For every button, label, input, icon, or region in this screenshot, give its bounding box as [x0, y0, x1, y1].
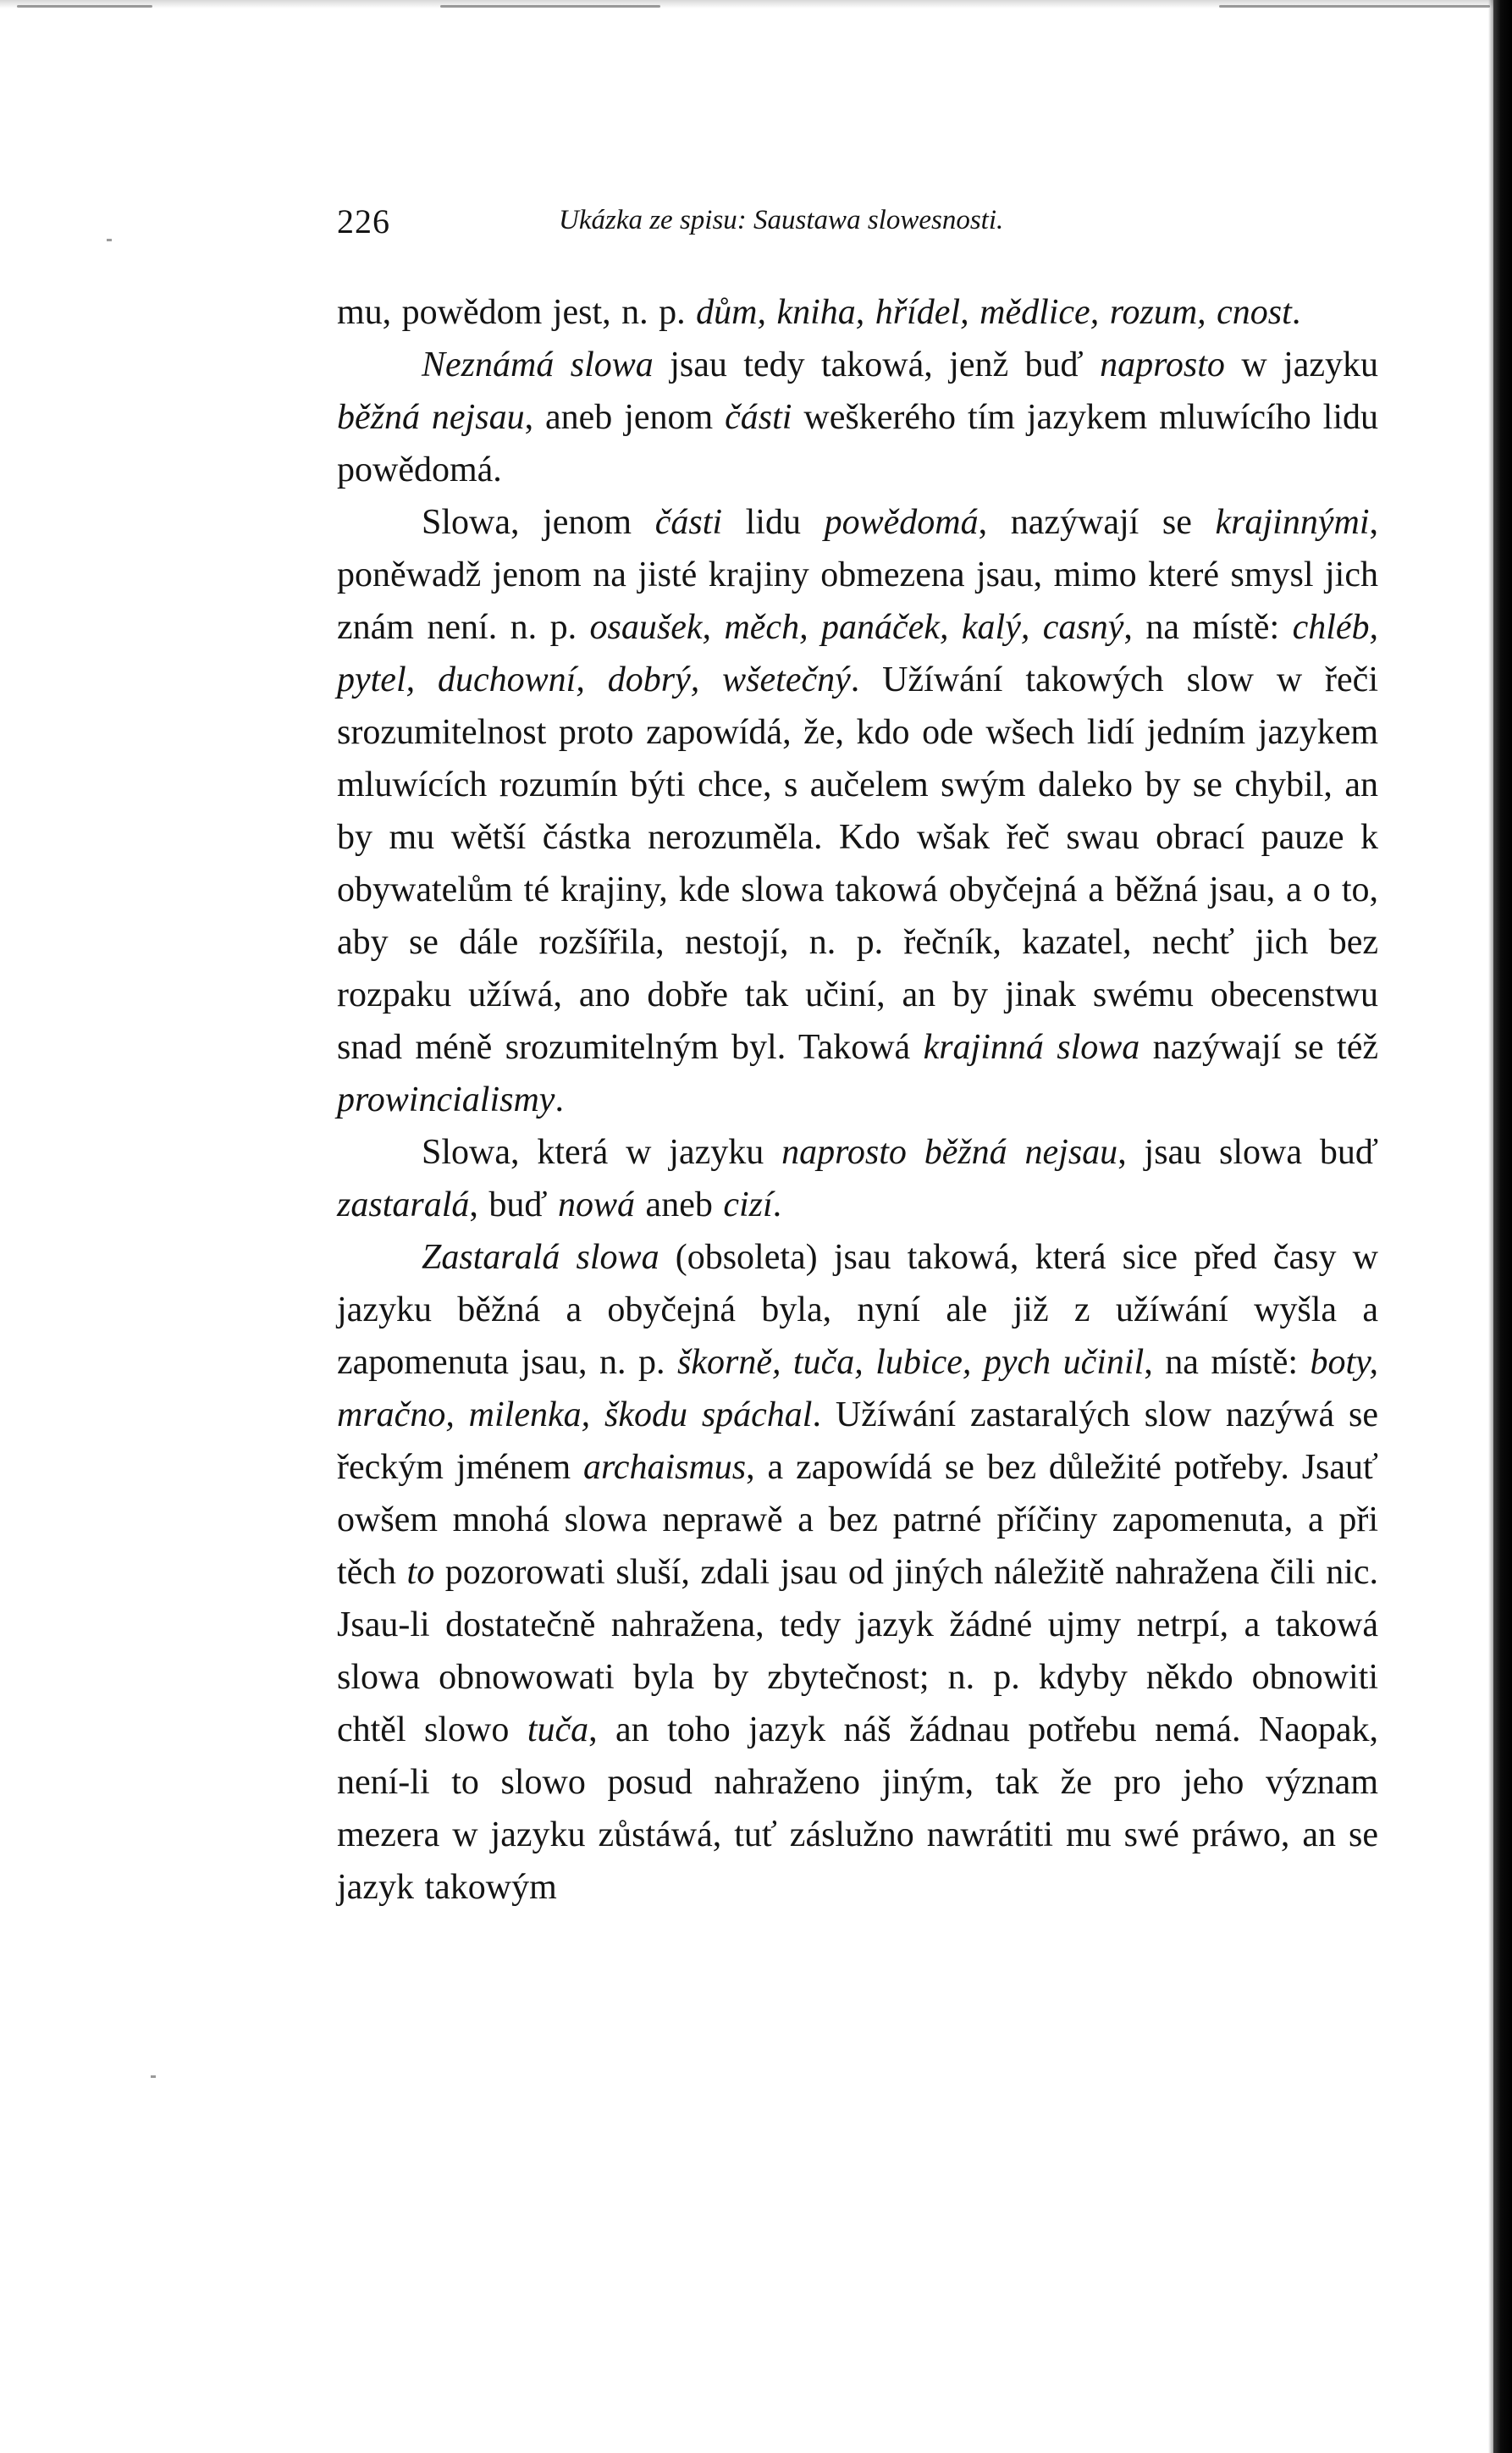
text-run: . — [555, 1080, 564, 1119]
text-run: Slowa, která w jazyku — [422, 1133, 782, 1172]
text-run: . — [772, 1185, 782, 1224]
text-run: mu, powědom jest, n. p. — [337, 293, 697, 332]
italic-term: naprosto — [1100, 345, 1225, 384]
italic-term: zastaralá — [337, 1185, 470, 1224]
text-run: , aneb jenom — [524, 398, 726, 437]
scan-smudge — [1219, 5, 1490, 8]
italic-term: archaismus — [583, 1448, 747, 1487]
italic-term: Neznámá slowa — [422, 345, 654, 384]
italic-term: Zastaralá slowa — [422, 1238, 659, 1277]
italic-term: cizí — [723, 1185, 773, 1224]
italic-term: části — [725, 398, 792, 437]
paragraph — [337, 339, 1378, 496]
text-run: aneb — [635, 1185, 724, 1224]
margin-speck — [107, 239, 112, 241]
text-run: , an toho jazyk náš žádnau potřebu nemá. Naopak, není-li to slowo posud nahraženo jiným, tak že pro jeho význam mezera w jazyku zůstáwá, tuť záslužno nawrátiti mu swé práwo, an se jazyk takowým — [337, 1710, 1378, 1907]
italic-term: boty, mračno, milenka, škodu spáchal — [337, 1343, 1378, 1434]
scan-smudge — [440, 5, 660, 8]
text-run: Slowa, jenom — [422, 503, 655, 542]
text-run: nazýwají se též — [1140, 1028, 1378, 1067]
italic-term: powědomá — [824, 503, 979, 542]
italic-term: krajinnými — [1215, 503, 1370, 542]
page-number: 226 — [337, 202, 390, 240]
scan-smudge — [17, 5, 152, 8]
italic-term: naprosto běžná nejsau — [781, 1133, 1118, 1172]
italic-term: to — [406, 1553, 435, 1592]
paragraph — [337, 1126, 1378, 1231]
paragraph — [337, 1231, 1378, 1914]
italic-term: krajinná slowa — [923, 1028, 1140, 1067]
text-run: , poněwadž jenom na jisté krajiny obmezena jsau, mimo které smysl jich znám není. n. p. — [337, 503, 1378, 647]
text-run: , na místě: — [1123, 608, 1293, 647]
scan-right-border — [1493, 0, 1512, 2453]
italic-term: prowincialismy — [337, 1080, 555, 1119]
text-run: . Užíwání takowých slow w řeči srozumitelnost proto zapowídá, že, kdo ode wšech lidí jedním jazykem mluwících rozumín býti chce, s aučelem swým daleko by se chybil, an by mu wětší částka nerozuměla. Kdo wšak řeč swau obrací pauze k obywatelům té krajiny, kde slowa takowá obyčejná a běžná jsau, a o to, aby se dále rozšířila, nestojí, n. p. řečník, kazatel, nechť jich bez rozpaku užíwá, ano dobře tak učiní, an by jinak swému obecenstwu snad méně srozumitelným byl. Takowá — [337, 660, 1378, 1067]
text-run: . Užíwání zastaralých slow nazýwá se řeckým jménem — [337, 1395, 1378, 1487]
text-run: , nazýwají se — [978, 503, 1216, 542]
italic-term: chléb, pytel, duchowní, dobrý, wšetečný — [337, 608, 1379, 699]
text-run: lidu — [722, 503, 825, 542]
text-run: , na místě: — [1144, 1343, 1311, 1382]
text-run: weškerého tím jazykem mluwícího lidu powědomá. — [337, 398, 1378, 489]
text-run: (obsoleta) jsau takowá, která sice před časy w jazyku běžná a obyčejná byla, nyní ale již z užíwání wyšla a zapomenuta jsau, n. p. — [337, 1238, 1378, 1382]
italic-term: dům, kniha, hřídel, mědlice, rozum, cnost — [696, 293, 1292, 332]
text-run: , a zapowídá se bez důležité potřeby. Jsauť owšem mnohá slowa neprawě a bez patrné příčiny zapomenuta, a při těch — [337, 1448, 1378, 1592]
text-run: , buď — [469, 1185, 559, 1224]
italic-term: nowá — [558, 1185, 636, 1224]
italic-term: škorně, tuča, lubice, pych učinil — [676, 1343, 1145, 1382]
text-run: jsau tedy takowá, jenž buď — [653, 345, 1101, 384]
paragraph — [337, 496, 1378, 1126]
text-run: . — [1291, 293, 1301, 332]
text-run: pozorowati sluší, zdali jsau od jiných náležitě nahražena čili nic. Jsau-li dostatečně nahražena, tedy jazyk žádné ujmy netrpí, a takowá slowa obnowowati byla by zbytečnost; n. p. kdyby někdo obnowiti chtěl slowo — [337, 1553, 1379, 1749]
italic-term: běžná nejsau — [337, 398, 525, 437]
margin-speck — [151, 2075, 156, 2078]
italic-term: osaušek, měch, panáček, kalý, casný — [589, 608, 1124, 647]
running-title: Ukázka ze spisu: Saustawa slowesnosti. — [559, 205, 1004, 235]
body-text — [337, 286, 1378, 1914]
italic-term: tuča — [527, 1710, 589, 1749]
page-header — [337, 202, 1387, 252]
italic-term: části — [654, 503, 723, 542]
text-run: , jsau slowa buď — [1117, 1133, 1378, 1172]
paragraph — [337, 286, 1378, 339]
text-run: w jazyku — [1224, 345, 1379, 384]
